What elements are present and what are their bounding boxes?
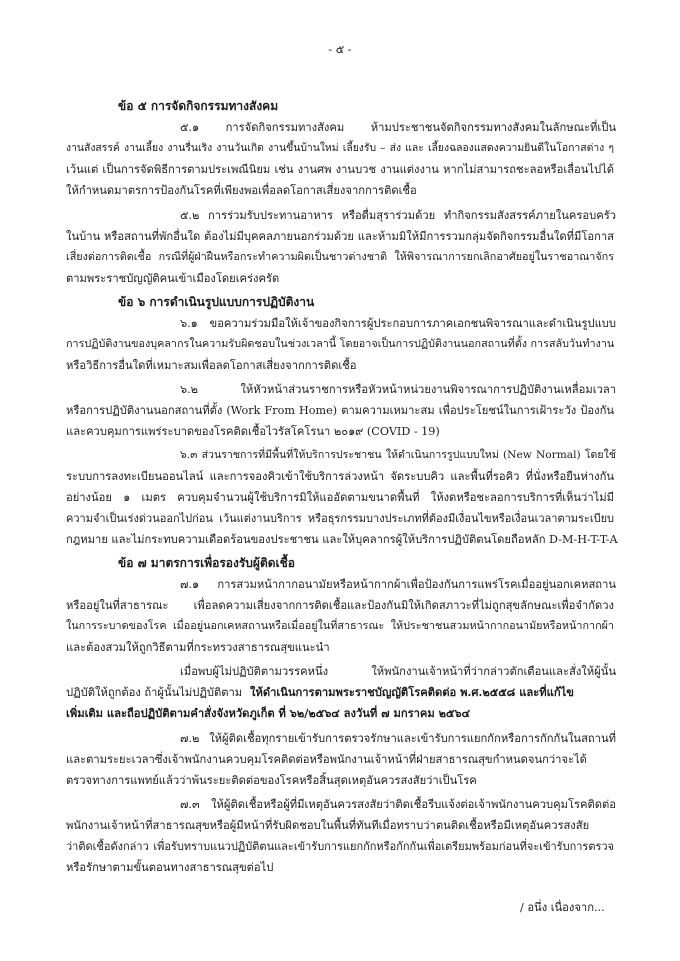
s5-p1-line-4: ให้กำหนดมาตรการป้องกันโรคที่เพียงพอเพื่อลดโอกาสเสี่ยงจากการติดเชื้อ	[66, 184, 417, 197]
s7-p1-line-4: และต้องสวมให้ถูกวิธีตามที่กระทรวงสาธารณสุขแนะนำ	[66, 641, 330, 654]
s6-p2-line-2: หรือการปฏิบัติงานนอกสถานที่ตั้ง (Work From Home) ตามความเหมาะสม เพื่อประโยชน์ในการเฝ้าระวัง ป้องกัน	[66, 404, 614, 417]
s7-p1b-line-1: เมื่อพบผู้ไม่ปฏิบัติตามวรรคหนึ่ง ให้พนักงานเจ้าหน้าที่ว่ากล่าวตักเตือนและสั่งให้ผู้นั้น	[180, 665, 616, 678]
s6-p3-line-5: กฎหมาย และไม่กระทบความเดือดร้อนของประชาชน และให้บุคลากรผู้ให้บริการปฏิบัติตนโดยถือหลัก D-M-H-T-T-A	[66, 533, 618, 546]
s6-p1-line-1: ๖.๑ ขอความร่วมมือให้เจ้าของกิจการผู้ประกอบการภาคเอกชนพิจารณาและดำเนินรูปแบบ	[180, 317, 616, 330]
s6-p1-line-3: หรือวิธีการอื่นใดที่เหมาะสมเพื่อลดโอกาสเสี่ยงจากการติดเชื้อ	[66, 359, 357, 372]
s7-p1b-line-2a: ปฏิบัติให้ถูกต้อง ถ้าผู้นั้นไม่ปฏิบัติตาม	[66, 686, 243, 699]
s5-p2-line-2: ในบ้าน หรือสถานที่พักอื่นใด ต้องไม่มีบุคคลภายนอกร่วมด้วย และห้ามมิให้มีการรวมกลุ่มจัดกิจกรรมอื่นใดที่มีโอกาส	[66, 230, 614, 243]
s6-p2-line-3: และควบคุมการแพร่ระบาดของโรคติดเชื้อไวรัสโคโรนา ๒๐๑๙ (COVID - 19)	[66, 425, 440, 438]
page-number: - ๕ -	[328, 43, 352, 56]
s5-p1-line-1: ๕.๑ การจัดกิจกรรมทางสังคม ห้ามประชาชนจัดกิจกรรมทางสังคมในลักษณะที่เป็น	[180, 121, 616, 134]
s6-p2-line-1: ๖.๒ ให้หัวหน้าส่วนราชการหรือหัวหน้าหน่วยงานพิจารณาการปฏิบัติงานเหลื่อมเวลา	[180, 383, 616, 396]
s6-p3-line-2: ระบบการลงทะเบียนออนไลน์ และการจองคิวเข้าใช้บริการล่วงหน้า จัดระบบคิว และพื้นที่รอคิว ที่นั่งหรือยืนห่างกัน	[66, 470, 614, 483]
s7-p2-line-2: และตามระยะเวลาซึ่งเจ้าพนักงานควบคุมโรคติดต่อหรือพนักงานเจ้าหน้าที่ฝ่ายสาธารณสุขกำหนดจนกว่าจะได้	[66, 753, 587, 766]
s7-p1b-line-2b: ให้ดำเนินการตามพระราชบัญญัติโรคติดต่อ พ.ศ.๒๕๕๘ และที่แก้ไข	[250, 685, 574, 699]
s5-p1-line-2: งานสังสรรค์ งานเลี้ยง งานรื่นเริง งานวันเกิด งานขึ้นบ้านใหม่ เลี้ยงรับ – ส่ง และ เลี้ยงฉลองแสดงความยินดีในโอกาสต่าง ๆ	[66, 142, 614, 154]
s7-p3-line-4: หรือรักษาตามขั้นตอนทางสาธารณสุขต่อไป	[66, 861, 274, 874]
s7-p3-line-3: ว่าติดเชื้อดังกล่าว เพื่อรับทราบแนวปฏิบัติตนและเข้ารับการแยกกักหรือกักกันเพื่อเตรียมพร้อมก่อนที่จะเข้ารับการตรวจ	[66, 840, 614, 853]
s7-p1b-line-3: เพิ่มเติม และถือปฏิบัติตามคำสั่งจังหวัดภูเก็ต ที่ ๖๒/๒๕๖๔ ลงวันที่ ๗ มกราคม ๒๕๖๔	[66, 706, 471, 720]
s7-p3-line-2: พนักงานเจ้าหน้าที่สาธารณสุขหรือผู้มีหน้าที่รับผิดชอบในพื้นที่ทันทีเมื่อทราบว่าตนติดเชื้อหรือมีเหตุอันควรสงสัย	[66, 819, 590, 832]
s7-p1-line-2: หรืออยู่ในที่สาธารณะ เพื่อลดความเสี่ยงจากการติดเชื้อและป้องกันมิให้เกิดสภาวะที่ไม่ถูกสุขลักษณะเพื่อจำกัดวง	[66, 599, 614, 612]
s5-p1-line-3: เว้นแต่ เป็นการจัดพิธีการตามประเพณีนิยม เช่น งานศพ งานบวช งานแต่งงาน หากไม่สามารถชะลอหรือเลื่อนไปได้	[66, 163, 614, 176]
s6-p1-line-2: การปฏิบัติงานของบุคลากรในความรับผิดชอบในช่วงเวลานี้ โดยอาจเป็นการปฏิบัติงานนอกสถานที่ตั้ง การสลับวันทำงาน	[66, 337, 615, 350]
s5-p2-line-1: ๕.๒ การร่วมรับประทานอาหาร หรือดื่มสุราร่วมด้วย ทำกิจกรรมสังสรรค์ภายในครอบครัว	[180, 209, 616, 222]
s6-p3-line-4: ความจำเป็นเร่งด่วนออกไปก่อน เว้นแต่งานบริการ หรือธุรกรรมบางประเภทที่ต้องมีเงื่อนไขหรือเงื่อนเวลาตามระเบียบ	[66, 512, 614, 525]
section-6-heading: ข้อ ๖ การดำเนินรูปแบบการปฏิบัติงาน	[118, 295, 315, 309]
s5-p2-line-4: ตามพระราชบัญญัติคนเข้าเมืองโดยเคร่งครัด	[66, 272, 280, 285]
s7-p2-line-3: ตรวจทางการแพทย์แล้วว่าพ้นระยะติดต่อของโรคหรือสิ้นสุดเหตุอันควรสงสัยว่าเป็นโรค	[66, 774, 477, 787]
s6-p3-line-3: อย่างน้อย ๑ เมตร ควบคุมจำนวนผู้ใช้บริการมิให้แออัดตามขนาดพื้นที่ ให้งดหรือชะลอการบริการที่เห็นว่าไม่มี	[66, 491, 614, 504]
s7-p2-line-1: ๗.๒ ให้ผู้ติดเชื้อทุกรายเข้ารับการตรวจรักษาและเข้ารับการแยกกักหรือการกักกันในสถานที่	[180, 732, 616, 745]
section-7-heading: ข้อ ๗ มาตรการเพื่อรองรับผู้ติดเชื้อ	[118, 556, 295, 570]
s5-p2-line-3: เสี่ยงต่อการติดเชื้อ กรณีที่ผู้ฝ่าฝืนหรือกระทำความผิดเป็นชาวต่างชาติ ให้พิจารณาการยกเลิกอาศัยอยู่ในราชอาณาจักร	[66, 250, 614, 263]
s7-p1-line-3: ในการระบาดของโรค เมื่ออยู่นอกเคหสถานหรือเมื่ออยู่ในที่สาธารณะ ให้ประชาชนสวมหน้ากากอนามัยหรือหน้ากากผ้า	[66, 619, 614, 632]
section-5-heading: ข้อ ๕ การจัดกิจกรรมทางสังคม	[118, 99, 279, 113]
s6-p3-line-1: ๖.๓ ส่วนราชการที่มีพื้นที่ให้บริการประชาชน ให้ดำเนินการรูปแบบใหม่ (New Normal) โดยใช้	[180, 449, 616, 461]
s7-p3-line-1: ๗.๓ ให้ผู้ติดเชื้อหรือผู้ที่มีเหตุอันควรสงสัยว่าติดเชื้อรีบแจ้งต่อเจ้าพนักงานควบคุมโรคติดต่อ	[180, 798, 616, 811]
continuation-note: / อนึ่ง เนื่องจาก...	[520, 901, 605, 914]
s7-p1-line-1: ๗.๑ การสวมหน้ากากอนามัยหรือหน้ากากผ้าเพื่อป้องกันการแพร่โรคเมื่ออยู่นอกเคหสถาน	[180, 578, 616, 591]
